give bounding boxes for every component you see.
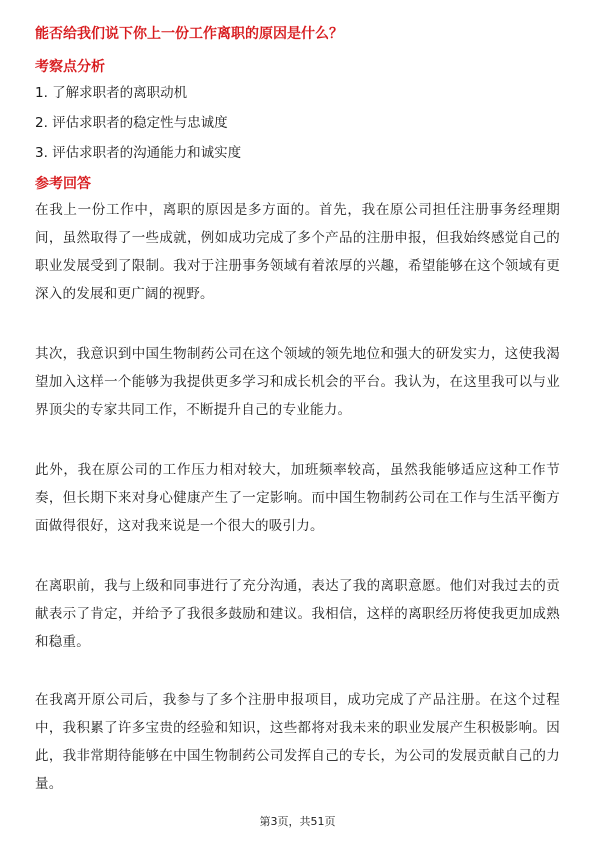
question-title: 能否给我们说下你上一份工作离职的原因是什么？ bbox=[35, 26, 343, 42]
answer-paragraph: 其次，我意识到中国生物制药公司在这个领域的领先地位和强大的研发实力，这使我渴望加入这样一个能够为我提供更多学习和成长机会的平台。我认为，在这里我可以与业界顶尖的专家共同工作，不断提升自己的专业能力。 bbox=[35, 346, 560, 418]
point-item: 3. 评估求职者的沟通能力和诚实度 bbox=[35, 145, 242, 161]
answer-paragraph: 在离职前，我与上级和同事进行了充分沟通，表达了我的离职意愿。他们对我过去的贡献表示了肯定，并给予了我很多鼓励和建议。我相信，这样的离职经历将使我更加成熟和稳重。 bbox=[35, 578, 560, 650]
answer-paragraph: 此外，我在原公司的工作压力相对较大，加班频率较高，虽然我能够适应这种工作节奏，但长期下来对身心健康产生了一定影响。而中国生物制药公司在工作与生活平衡方面做得很好，这对我来说是一个很大的吸引力。 bbox=[35, 462, 560, 534]
point-item: 2. 评估求职者的稳定性与忠诚度 bbox=[35, 115, 228, 131]
answer-paragraph: 在我上一份工作中，离职的原因是多方面的。首先，我在原公司担任注册事务经理期间，虽然取得了一些成就，例如成功完成了多个产品的注册申报，但我始终感觉自己的职业发展受到了限制。我对于注册事务领域有着浓厚的兴趣，希望能够在这个领域有更深入的发展和更广阔的视野。 bbox=[35, 202, 560, 302]
answer-paragraph: 在我离开原公司后，我参与了多个注册申报项目，成功完成了产品注册。在这个过程中，我积累了许多宝贵的经验和知识，这些都将对我未来的职业发展产生积极影响。因此，我非常期待能够在中国生物制药公司发挥自己的专长，为公司的发展贡献自己的力量。 bbox=[35, 692, 560, 792]
answer-heading: 参考回答 bbox=[35, 176, 91, 192]
point-item: 1. 了解求职者的离职动机 bbox=[35, 85, 188, 101]
points-heading: 考察点分析 bbox=[35, 59, 105, 75]
page-number-footer: 第3页，共51页 bbox=[259, 815, 336, 828]
